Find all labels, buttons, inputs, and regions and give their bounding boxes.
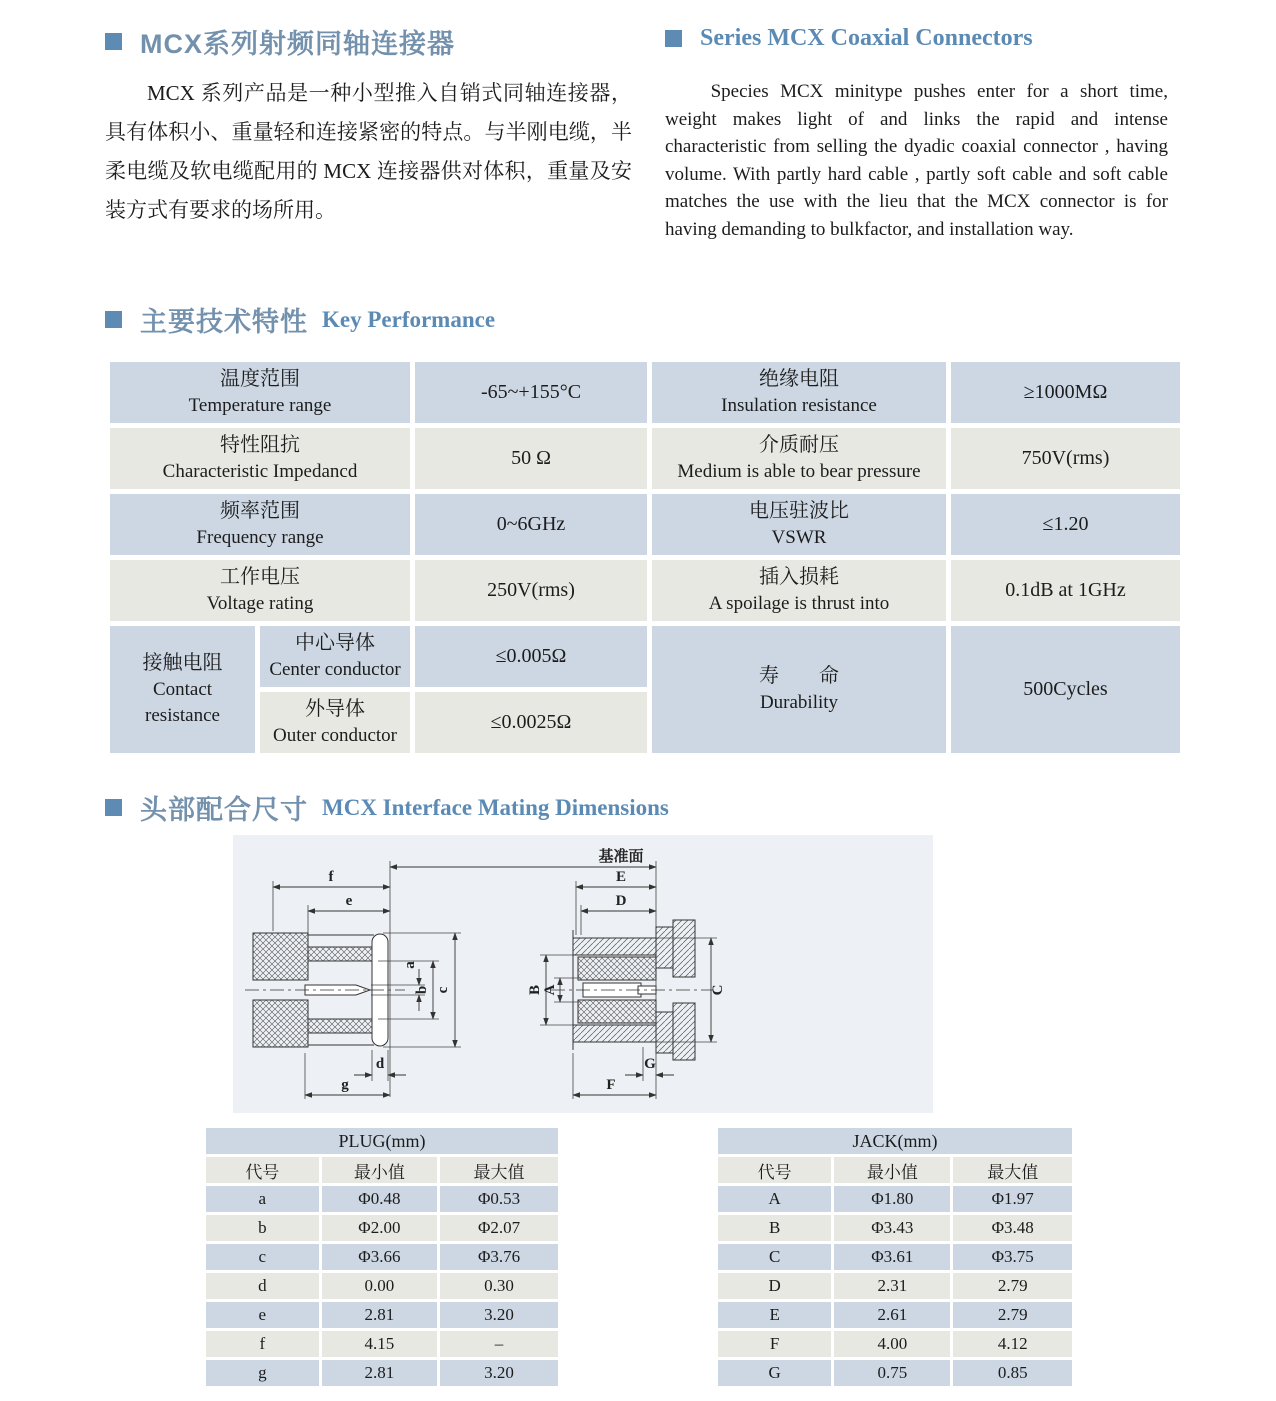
dim-label-g: g — [341, 1077, 349, 1093]
table-cell: 4.15 — [322, 1331, 437, 1357]
table-row — [206, 1331, 558, 1357]
spec-label — [110, 560, 410, 621]
table-cell: E — [718, 1302, 831, 1328]
spec-label — [110, 362, 410, 423]
dim-label-a: a — [402, 961, 418, 969]
dim-label-b: b — [414, 985, 430, 995]
table-cell: 最小值 — [834, 1157, 950, 1183]
jack-dimensions-table — [718, 1128, 1072, 1386]
table-cell: Φ1.80 — [834, 1186, 950, 1212]
dim-label-F: F — [606, 1077, 616, 1093]
table-cell: g — [206, 1360, 319, 1386]
table-row — [718, 1186, 1072, 1212]
table-cell: 最大值 — [440, 1157, 558, 1183]
section-header-mating-dimensions — [105, 788, 669, 827]
spec-sublabel-center-conductor — [260, 626, 410, 687]
table-cell: 0.85 — [953, 1360, 1072, 1386]
table-row — [206, 1302, 558, 1328]
table-cell: 最小值 — [322, 1157, 437, 1183]
spec-label — [110, 494, 410, 555]
connector-cross-section-drawing — [233, 835, 933, 1113]
spec-label-en: Frequency range — [196, 527, 324, 549]
dim-label-f: f — [328, 869, 334, 885]
series-title-en: Series MCX Coaxial Connectors — [700, 25, 1033, 51]
spec-label — [652, 362, 946, 423]
dim-label-E: E — [615, 869, 627, 885]
spec-label-zh: 外导体 — [305, 698, 365, 721]
spec-label-durability — [652, 626, 946, 753]
table-cell: 代号 — [718, 1157, 831, 1183]
spec-value: 750V(rms) — [951, 428, 1180, 489]
performance-title-en: Key Performance — [322, 306, 496, 332]
table-header-row — [206, 1157, 558, 1183]
spec-label-zh: 特性阻抗 — [220, 434, 300, 457]
plug-table-title: PLUG(mm) — [206, 1128, 558, 1154]
dim-label-C: C — [710, 984, 726, 996]
table-row — [718, 1360, 1072, 1386]
table-cell: 4.12 — [953, 1331, 1072, 1357]
performance-table — [110, 362, 1180, 753]
spec-label — [652, 494, 946, 555]
section-bullet-icon — [105, 311, 122, 328]
section-header-performance — [105, 300, 495, 339]
spec-label-en: Insulation resistance — [721, 395, 877, 417]
table-cell: Φ3.48 — [953, 1215, 1072, 1241]
spec-label-zh: 寿 命 — [759, 665, 839, 688]
table-cell: 2.81 — [322, 1302, 437, 1328]
table-row — [718, 1244, 1072, 1270]
spec-value: 500Cycles — [951, 626, 1180, 753]
mating-dimensions-diagram — [233, 835, 933, 1113]
table-cell: Φ2.07 — [440, 1215, 558, 1241]
spec-label-en: Voltage rating — [206, 593, 314, 615]
section-header-series-en — [665, 25, 1033, 52]
table-cell: 2.79 — [953, 1302, 1072, 1328]
table-cell: 2.31 — [834, 1273, 950, 1299]
table-row — [718, 1302, 1072, 1328]
dim-label-d: d — [375, 1056, 385, 1072]
spec-label-en: Characteristic Impedancd — [162, 461, 358, 483]
dim-label-e: e — [345, 893, 353, 909]
spec-label-zh: 插入损耗 — [759, 566, 839, 589]
table-cell: Φ2.00 — [322, 1215, 437, 1241]
spec-label-en: Durability — [759, 692, 839, 714]
spec-label-zh: 介质耐压 — [759, 434, 839, 457]
table-cell: B — [718, 1215, 831, 1241]
table-cell: Φ0.53 — [440, 1186, 558, 1212]
spec-label-zh: 绝缘电阻 — [759, 368, 839, 391]
dim-label-c: c — [435, 986, 451, 994]
table-cell: 3.20 — [440, 1302, 558, 1328]
spec-label-en: Outer conductor — [273, 725, 397, 747]
spec-value: ≤0.005Ω — [415, 626, 647, 687]
spec-value: -65~+155°C — [415, 362, 647, 423]
dim-label-B: B — [527, 984, 543, 996]
table-cell: 2.61 — [834, 1302, 950, 1328]
table-cell: b — [206, 1215, 319, 1241]
table-cell: – — [440, 1331, 558, 1357]
spec-label — [652, 560, 946, 621]
table-cell: f — [206, 1331, 319, 1357]
spec-label-zh: 接触电阻 — [142, 652, 223, 675]
table-row — [206, 1215, 558, 1241]
table-cell: Φ3.76 — [440, 1244, 558, 1270]
table-cell: d — [206, 1273, 319, 1299]
table-cell: 0.30 — [440, 1273, 558, 1299]
table-row — [718, 1215, 1072, 1241]
table-cell: Φ0.48 — [322, 1186, 437, 1212]
spec-value: 0.1dB at 1GHz — [951, 560, 1180, 621]
table-row — [206, 1273, 558, 1299]
table-row — [206, 1186, 558, 1212]
table-row — [718, 1273, 1072, 1299]
spec-label — [110, 428, 410, 489]
plug-dimensions-table — [206, 1128, 558, 1386]
table-cell: a — [206, 1186, 319, 1212]
spec-label-en: Temperature range — [188, 395, 332, 417]
spec-value: 0~6GHz — [415, 494, 647, 555]
spec-label-en: VSWR — [771, 527, 827, 549]
table-cell: 2.81 — [322, 1360, 437, 1386]
table-cell: c — [206, 1244, 319, 1270]
table-cell: C — [718, 1244, 831, 1270]
spec-value: ≥1000MΩ — [951, 362, 1180, 423]
spec-label-zh: 电压驻波比 — [749, 500, 849, 523]
table-row — [206, 1360, 558, 1386]
spec-label-en: resistance — [145, 705, 220, 726]
table-cell: Φ3.43 — [834, 1215, 950, 1241]
spec-label-zh: 温度范围 — [220, 368, 300, 391]
table-cell: Φ3.75 — [953, 1244, 1072, 1270]
table-cell: 3.20 — [440, 1360, 558, 1386]
spec-label-zh: 工作电压 — [220, 566, 300, 589]
section-bullet-icon — [105, 33, 122, 50]
dim-label-A: A — [542, 984, 558, 996]
datum-plane-label: 基准面 — [598, 849, 644, 865]
table-cell: 0.00 — [322, 1273, 437, 1299]
table-cell: 4.00 — [834, 1331, 950, 1357]
section-header-series-zh — [105, 22, 455, 61]
spec-value: ≤0.0025Ω — [415, 692, 647, 753]
table-cell: F — [718, 1331, 831, 1357]
performance-title-zh: 主要技术特性 — [140, 307, 308, 337]
mating-title-zh: 头部配合尺寸 — [140, 795, 308, 825]
dim-label-D: D — [615, 893, 627, 909]
spec-label-en: Center conductor — [269, 659, 401, 681]
table-header-row — [718, 1157, 1072, 1183]
spec-value: 250V(rms) — [415, 560, 647, 621]
table-cell: G — [718, 1360, 831, 1386]
spec-label-en: A spoilage is thrust into — [708, 593, 890, 615]
table-row — [206, 1244, 558, 1270]
table-cell: 2.79 — [953, 1273, 1072, 1299]
spec-label-en: Contact — [152, 679, 213, 701]
dim-label-G: G — [644, 1056, 656, 1072]
table-cell: 代号 — [206, 1157, 319, 1183]
spec-label-zh: 中心导体 — [295, 632, 375, 655]
spec-label-zh: 频率范围 — [220, 500, 300, 523]
table-row — [718, 1331, 1072, 1357]
table-cell: e — [206, 1302, 319, 1328]
table-cell: Φ3.66 — [322, 1244, 437, 1270]
series-intro-zh: MCX 系列产品是一种小型推入自销式同轴连接器，具有体积小、重量轻和连接紧密的特点。与半刚电缆，半柔电缆及软电缆配用的 MCX 连接器供对体积，重量及安装方式有要求的场所用。 — [105, 81, 632, 222]
table-cell: A — [718, 1186, 831, 1212]
spec-value: ≤1.20 — [951, 494, 1180, 555]
spec-label-en: Medium is able to bear pressure — [677, 461, 921, 483]
table-cell: Φ1.97 — [953, 1186, 1072, 1212]
section-bullet-icon — [665, 30, 682, 47]
spec-label-contact-resistance — [110, 626, 255, 753]
table-cell: D — [718, 1273, 831, 1299]
spec-value: 50 Ω — [415, 428, 647, 489]
table-cell: Φ3.61 — [834, 1244, 950, 1270]
series-title-zh: MCX系列射频同轴连接器 — [140, 29, 455, 59]
jack-table-title: JACK(mm) — [718, 1128, 1072, 1154]
spec-label — [652, 428, 946, 489]
mating-title-en: MCX Interface Mating Dimensions — [322, 794, 669, 820]
table-cell: 最大值 — [953, 1157, 1072, 1183]
series-intro-en: Species MCX minitype pushes enter for a short time, weight makes light of and links the rapid and intense characteristic from selling the dyadic coaxial connector , having volume. With partly hard cable , partly soft cable and soft cable matches the use with the lieu that the MCX connector is for having demanding to bulkfactor, and installation way. — [665, 81, 1168, 240]
spec-sublabel-outer-conductor — [260, 692, 410, 753]
section-bullet-icon — [105, 799, 122, 816]
table-cell: 0.75 — [834, 1360, 950, 1386]
